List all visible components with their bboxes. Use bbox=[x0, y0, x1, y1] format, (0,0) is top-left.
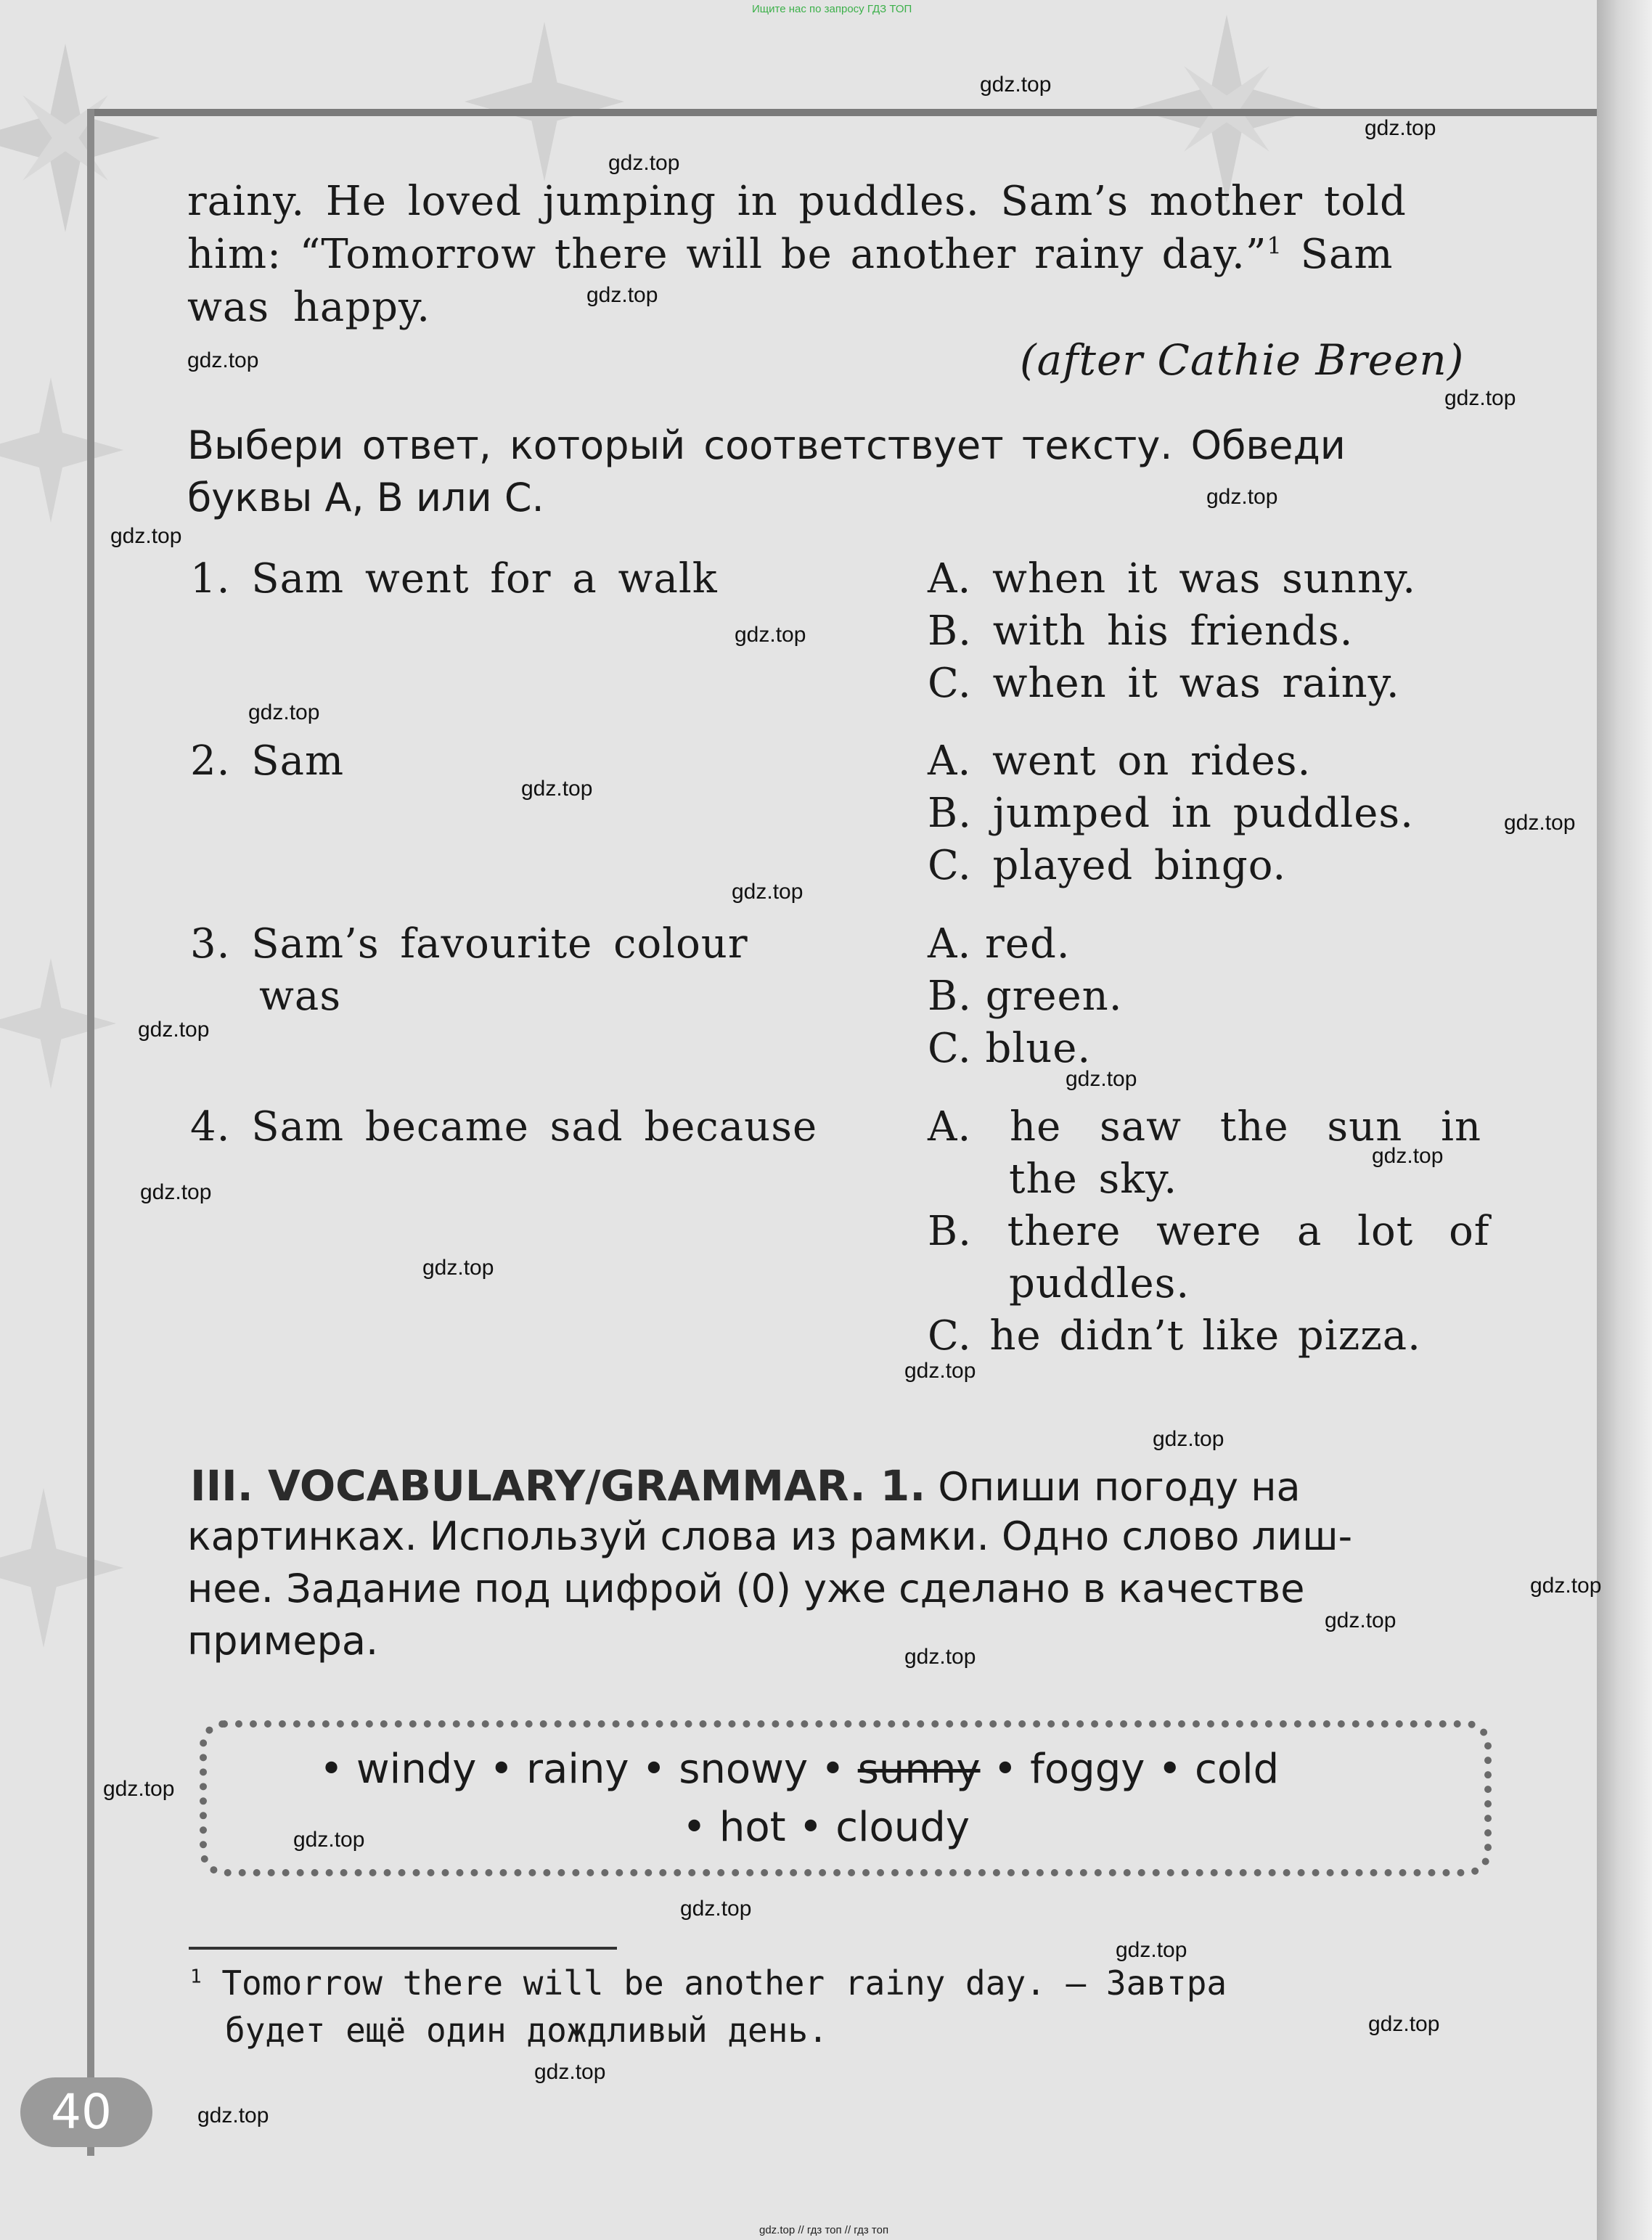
watermark: gdz.top bbox=[586, 283, 658, 307]
watermark: gdz.top bbox=[1372, 1144, 1444, 1168]
question-3-option-a[interactable]: A. red. bbox=[928, 920, 1071, 968]
watermark: gdz.top bbox=[1116, 1938, 1187, 1962]
word-box bbox=[200, 1720, 1492, 1876]
page-number: 40 bbox=[20, 2077, 152, 2147]
word-windy: • windy bbox=[319, 1746, 477, 1793]
word-box-row-2 bbox=[682, 1804, 970, 1851]
watermark: gdz.top bbox=[980, 73, 1052, 97]
watermark: gdz.top bbox=[1153, 1427, 1224, 1451]
question-2-option-c[interactable]: C. played bingo. bbox=[928, 842, 1287, 889]
watermark: gdz.top bbox=[138, 1018, 210, 1042]
question-4-stem: 4. Sam became sad because bbox=[190, 1103, 818, 1150]
watermark: gdz.top bbox=[248, 700, 320, 724]
question-1-option-a[interactable]: A. when it was sunny. bbox=[928, 555, 1417, 602]
instruction-line-2: буквы A, B или C. bbox=[187, 475, 544, 520]
frame-left-rule bbox=[87, 109, 94, 2156]
section-3-line-3: нее. Задание под цифрой (0) уже сделано в качестве bbox=[187, 1566, 1305, 1611]
watermark: gdz.top bbox=[521, 777, 593, 801]
question-4-option-a[interactable]: A. he saw the sun in bbox=[928, 1103, 1482, 1150]
section-3-line-2: картинках. Используй слова из рамки. Одно слово лиш- bbox=[187, 1513, 1353, 1559]
word-box-row-1 bbox=[319, 1746, 1279, 1793]
story-line-1: rainy. He loved jumping in puddles. Sam’s mother told bbox=[187, 178, 1407, 225]
watermark: gdz.top bbox=[1325, 1609, 1397, 1632]
question-3-stem: 3. Sam’s favourite colour bbox=[190, 920, 748, 968]
word-snowy: • snowy bbox=[642, 1746, 809, 1793]
footnote-reference: 1 bbox=[1267, 232, 1283, 260]
bottom-banner: gdz.top // гдз топ // гдз топ bbox=[759, 2224, 889, 2236]
watermark: gdz.top bbox=[1444, 386, 1516, 410]
word-rainy: • rainy bbox=[489, 1746, 629, 1793]
question-4-option-a-continued: the sky. bbox=[1009, 1156, 1178, 1203]
question-3-stem-continued: was bbox=[259, 973, 342, 1020]
question-1-option-c[interactable]: C. when it was rainy. bbox=[928, 660, 1400, 707]
watermark: gdz.top bbox=[1368, 2012, 1440, 2036]
frame-top-rule bbox=[87, 109, 1597, 116]
question-4-option-c[interactable]: C. he didn’t like pizza. bbox=[928, 1312, 1421, 1360]
watermark: gdz.top bbox=[422, 1256, 494, 1280]
story-line-3: was happy. bbox=[187, 284, 431, 331]
section-3-line-4: примера. bbox=[187, 1618, 379, 1664]
word-cloudy: • cloudy bbox=[798, 1804, 970, 1851]
word-cold: • cold bbox=[1158, 1746, 1280, 1793]
question-4-option-b[interactable]: B. there were a lot of bbox=[928, 1208, 1490, 1255]
instruction-line-1: Выбери ответ, который соответствует тексту. Обведи bbox=[187, 422, 1346, 468]
question-2-option-b[interactable]: B. jumped in puddles. bbox=[928, 790, 1414, 837]
watermark: gdz.top bbox=[140, 1180, 212, 1204]
question-2-stem: 2. Sam bbox=[190, 737, 345, 785]
section-3-line-1: III. VOCABULARY/GRAMMAR. 1. Опиши погоду на bbox=[190, 1461, 1301, 1511]
watermark: gdz.top bbox=[1066, 1067, 1137, 1091]
watermark: gdz.top bbox=[1504, 811, 1576, 835]
question-1-option-b[interactable]: B. with his friends. bbox=[928, 608, 1354, 655]
watermark: gdz.top bbox=[293, 1828, 365, 1852]
watermark: gdz.top bbox=[680, 1897, 752, 1921]
watermark: gdz.top bbox=[904, 1359, 976, 1383]
word-bullet: • bbox=[820, 1746, 858, 1793]
watermark: gdz.top bbox=[103, 1777, 175, 1801]
watermark: gdz.top bbox=[1365, 116, 1436, 140]
star-decoration-icon bbox=[0, 958, 116, 1089]
story-attribution: (after Cathie Breen) bbox=[1020, 335, 1465, 385]
watermark: gdz.top bbox=[1530, 1574, 1602, 1598]
question-4-option-b-continued: puddles. bbox=[1009, 1260, 1190, 1307]
watermark: gdz.top bbox=[110, 524, 182, 548]
star-decoration-icon bbox=[0, 377, 123, 523]
footnote-line-2: будет ещё один дождливый день. bbox=[225, 2011, 828, 2050]
footnote-line-1: $^1$ Tomorrow there will be another rainy day. — Завтра bbox=[190, 1963, 1227, 2003]
star-decoration-icon bbox=[0, 44, 160, 232]
watermark: gdz.top bbox=[1206, 485, 1278, 509]
watermark: gdz.top bbox=[735, 623, 806, 647]
watermark: gdz.top bbox=[197, 2104, 269, 2127]
book-spine bbox=[1597, 0, 1652, 2240]
word-hot: • hot bbox=[682, 1804, 786, 1851]
question-2-option-a[interactable]: A. went on rides. bbox=[928, 737, 1312, 785]
watermark: gdz.top bbox=[732, 880, 803, 904]
footnote-divider bbox=[189, 1947, 617, 1950]
question-1-stem: 1. Sam went for a walk bbox=[190, 555, 718, 602]
watermark: gdz.top bbox=[187, 348, 259, 372]
watermark: gdz.top bbox=[608, 151, 680, 175]
question-3-option-b[interactable]: B. green. bbox=[928, 973, 1123, 1020]
star-decoration-icon bbox=[465, 22, 624, 181]
word-sunny-crossed-out: sunny bbox=[857, 1746, 981, 1793]
watermark: gdz.top bbox=[534, 2060, 606, 2084]
top-banner: Ищите нас по запросу ГДЗ ТОП bbox=[752, 3, 912, 15]
star-decoration-icon bbox=[0, 1488, 123, 1648]
section-3-heading: III. VOCABULARY/GRAMMAR. 1. bbox=[190, 1461, 926, 1511]
watermark: gdz.top bbox=[904, 1645, 976, 1669]
word-foggy: • foggy bbox=[993, 1746, 1145, 1793]
story-line-2: him: “Tomorrow there will be another rainy day.”$^1$ Sam bbox=[187, 231, 1394, 278]
question-3-option-c[interactable]: C. blue. bbox=[928, 1025, 1092, 1072]
